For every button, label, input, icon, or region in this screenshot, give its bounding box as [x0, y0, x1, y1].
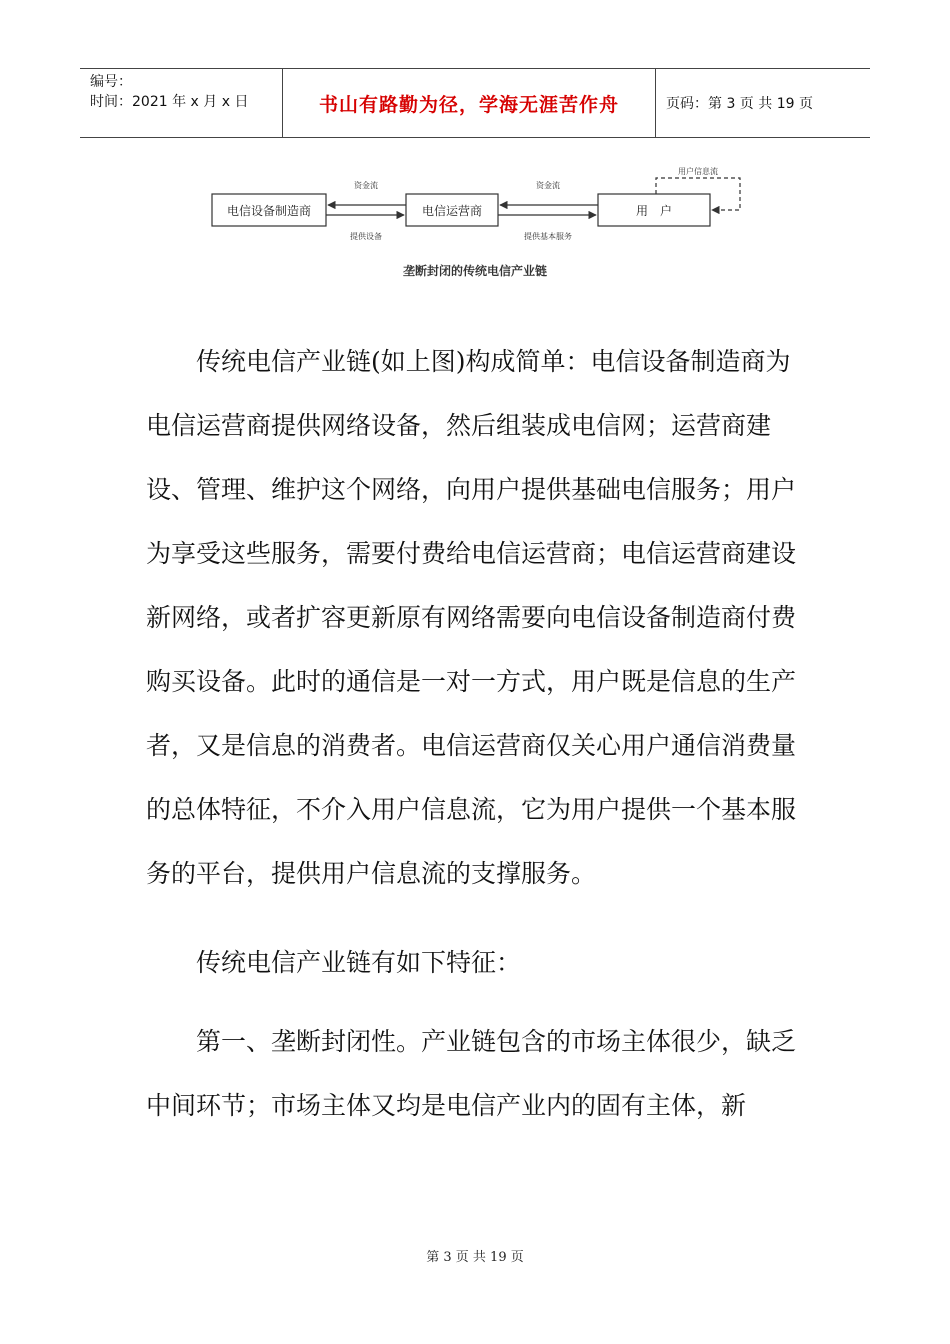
body-paragraph-3-container	[146, 1010, 796, 1138]
operator-label: 电信运营商	[421, 204, 483, 218]
funds-label-1: 资金流	[354, 181, 378, 190]
header-info-cell	[80, 69, 283, 137]
number-label: 编号：	[90, 74, 132, 90]
body-paragraph: 传统电信产业链有如下特征：	[196, 948, 522, 977]
page-header	[80, 68, 870, 138]
body-paragraph-1-container	[146, 330, 796, 906]
equipment-label: 提供设备	[350, 232, 382, 241]
funds-label-2: 资金流	[536, 181, 560, 190]
header-motto: 书山有路勤为径，学海无涯苦作舟	[283, 69, 656, 137]
user-label: 用 户	[635, 204, 673, 218]
manufacturer-label: 电信设备制造商	[226, 204, 312, 218]
body-paragraph: 传统电信产业链(如上图)构成简单：电信设备制造商为电信运营商提供网络设备，然后组装成电信网；运营商建设、管理、维护这个网络，向用户提供基础电信服务；用户为享受这些服务，需要付费给电信运营商；电信运营商建设新网络，或者扩容更新原有网络需要向电信设备制造商付费购买设备。此时的通信是一对一方式，用户既是信息的生产者，又是信息的消费者。电信运营商仅关心用户通信消费量的总体特征，不介入用户信息流，它为用户提供一个基本服务的平台，提供用户信息流的支撑服务。	[146, 347, 797, 888]
body-paragraph-2-container	[146, 931, 796, 995]
time-label: 时间：2021 年 x 月 x 日	[90, 94, 249, 110]
industry-chain-diagram	[200, 160, 760, 260]
header-page-label: 页码：第 3 页 共 19 页	[666, 96, 813, 112]
body-paragraph: 第一、垄断封闭性。产业链包含的市场主体很少，缺乏中间环节；市场主体又均是电信产业内的固有主体，新	[146, 1027, 797, 1120]
service-label: 提供基本服务	[524, 232, 572, 241]
page-footer: 第 3 页 共 19 页	[426, 1250, 524, 1265]
user-info-label: 用户信息流	[678, 167, 718, 176]
diagram-caption: 垄断封闭的传统电信产业链	[402, 264, 547, 278]
